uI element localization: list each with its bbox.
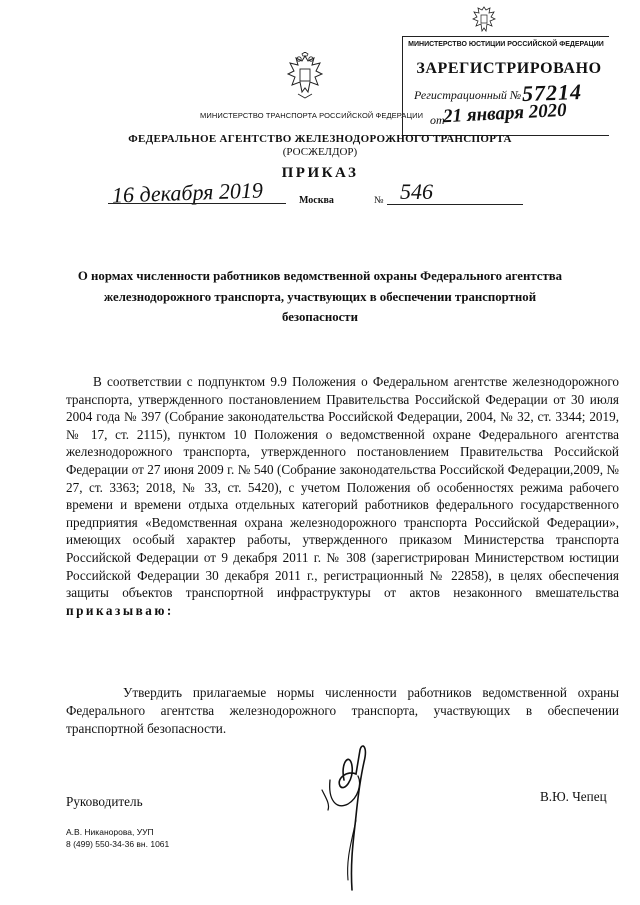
coat-of-arms-icon	[285, 52, 325, 100]
agency-short-name: (РОСЖЕЛДОР)	[282, 146, 358, 158]
stamp-reg-date: 21 января 2020	[442, 99, 568, 128]
signatory-name: В.Ю. Чепец	[540, 789, 607, 804]
date-underline	[108, 203, 286, 204]
number-underline	[387, 204, 523, 205]
document-heading: О нормах численности работников ведомственной охраны Федерального агентства железнодорожного транспорта, участвующих в обеспечении транспортной безопасности	[77, 269, 563, 324]
order-city: Москва	[299, 195, 334, 206]
signatory-title: Руководитель	[66, 794, 143, 809]
agency-full-name: ФЕДЕРАЛЬНОЕ АГЕНТСТВО ЖЕЛЕЗНОДОРОЖНОГО ТРАНСПОРТА	[128, 133, 512, 145]
preamble-paragraph	[66, 373, 619, 619]
stamp-from-label: от	[430, 113, 445, 127]
number-sign: №	[374, 195, 384, 206]
stamp-registered: ЗАРЕГИСТРИРОВАНО	[416, 60, 602, 77]
stamp-reg-number: 57214	[521, 78, 583, 107]
directive-word: приказываю:	[66, 602, 174, 618]
stamp-emblem-icon	[471, 4, 497, 34]
approve-paragraph: Утвердить прилагаемые нормы численности работников ведомственной охраны Федерального агентства железнодорожного транспорта, участвующих в обеспечении транспортной безопасности.	[66, 685, 619, 736]
order-title: ПРИКАЗ	[281, 165, 359, 181]
stamp-reg-label: Регистрационный №	[414, 88, 522, 102]
executor-info	[66, 826, 169, 850]
order-date: 16 декабря 2019	[111, 177, 264, 208]
handwritten-signature	[300, 740, 420, 900]
executor-name: А.В. Никанорова, УУП	[66, 827, 154, 837]
stamp-ministry: МИНИСТЕРСТВО ЮСТИЦИИ РОССИЙСКОЙ ФЕДЕРАЦИИ	[408, 41, 604, 48]
executor-phone: 8 (499) 550-34-36 вн. 1061	[66, 839, 170, 849]
preamble-text: В соответствии с подпунктом 9.9 Положения о Федеральном агентстве железнодорожного транспорта, утвержденного постановлением Правительства Российской Федерации от 30 июля 2004 года № 397 (Собрание законодательства Российской Федерации, 2004, № 32, ст. 3344; 2019, № 17, ст. 2115), пунктом 10 Положения о ведомственной охране Федерального агентства железнодорожного транспорта, утвержденного постановлением Правительства Российской Федерации от 27 июня 2009 г. № 540 (Собрание законодательства Российской Федерации,2009, № 27, ст. 3363; 2018, № 33, ст. 5420), с учетом Положения об особенностях режима рабочего времени и времени отдыха отдельных категорий работников федерального государственного предприятия «Ведомственная охрана железнодорожного транспорта Российской Федерации», имеющих особый характер работы, утвержденного приказом Министерства транспорта Российской Федерации от 9 декабря 2011 г. № 308 (зарегистрирован Министерством юстиции Российской Федерации 30 декабря 2011 г., регистрационный № 22858), в целях обеспечения защиты объектов транспортной инфраструктуры от актов незаконного вмешательства	[66, 374, 619, 601]
order-number: 546	[400, 179, 433, 204]
ministry-line: МИНИСТЕРСТВО ТРАНСПОРТА РОССИЙСКОЙ ФЕДЕРАЦИИ	[200, 111, 424, 120]
